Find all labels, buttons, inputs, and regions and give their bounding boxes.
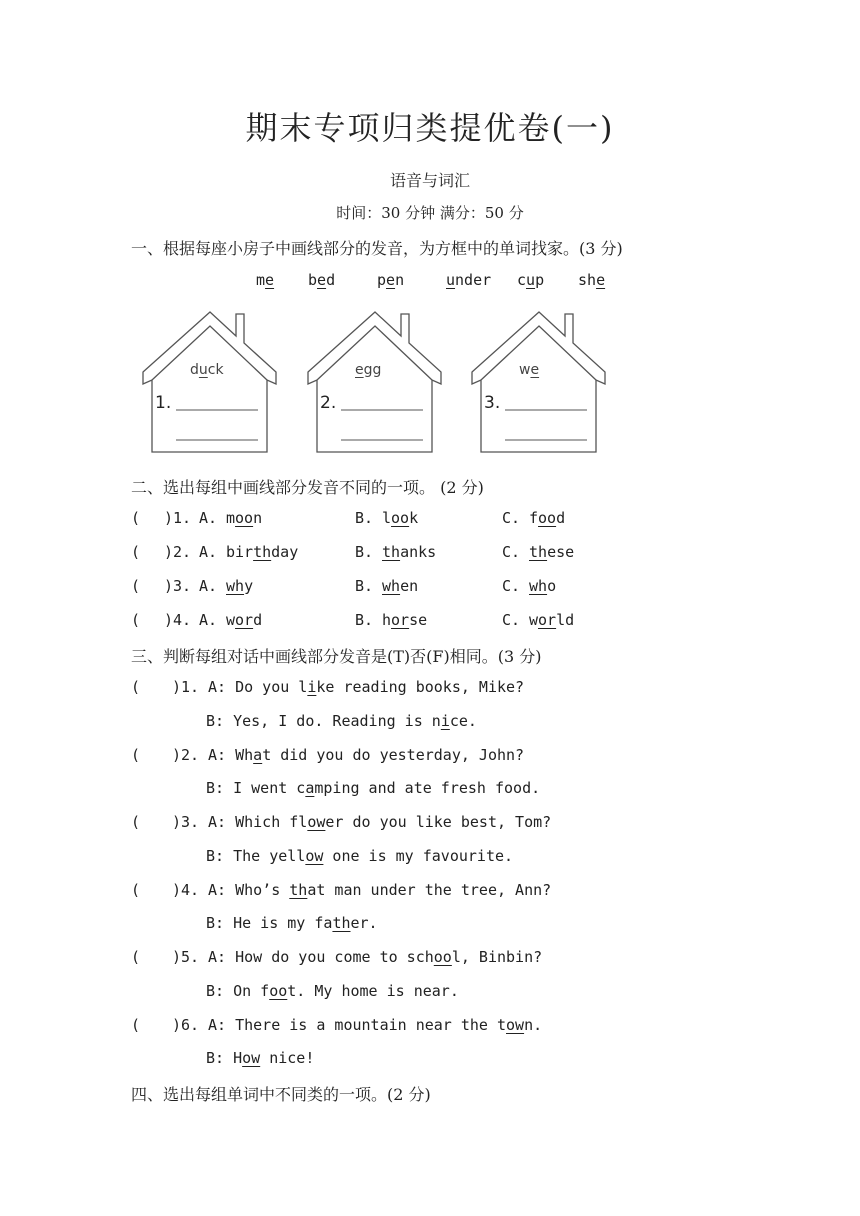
answer-paren-open: ( [131, 1015, 141, 1034]
dialogue-line-a: A: How do you come to school, Binbin? [208, 948, 543, 966]
option-word: moon [226, 509, 263, 527]
answer-paren-open: ( [131, 813, 141, 831]
section-4-heading: 四、选出每组单词中不同类的一项。(2 分) [131, 1085, 431, 1104]
page-subtitle: 语音与词汇 [389, 171, 470, 190]
underlined-sound: i [440, 711, 450, 730]
underlined-sound: wh [382, 577, 401, 595]
option-word: why [226, 577, 254, 595]
question-number: )1. [172, 678, 200, 696]
option-letter: B. [355, 509, 374, 527]
underlined-sound: e [317, 271, 327, 289]
answer-paren-open: ( [131, 678, 141, 696]
answer-paren-open: ( [131, 948, 141, 966]
underlined-sound: or [235, 611, 254, 629]
underlined-sound: th [289, 880, 308, 899]
answer-number: 1. [155, 393, 172, 413]
underlined-sound: ow [305, 846, 324, 865]
dialogue-line-b: B: I went camping and ate fresh food. [206, 779, 541, 797]
underlined-sound: e [386, 271, 396, 289]
option-word: word [226, 611, 263, 629]
section-3-heading: 三、判断每组对话中画线部分发音是(T)否(F)相同。(3 分) [131, 647, 542, 666]
option-letter: A. [199, 611, 218, 629]
answer-paren-open: ( [131, 543, 141, 561]
underlined-sound: u [198, 362, 208, 378]
option-word: when [382, 577, 419, 595]
underlined-sound: th [529, 543, 548, 561]
answer-number: 3. [484, 393, 501, 413]
answer-paren-open: ( [131, 509, 141, 527]
answer-paren-open: ( [131, 880, 141, 899]
option-word: birthday [226, 543, 299, 561]
underlined-sound: e [355, 362, 364, 378]
underlined-sound: or [538, 611, 557, 629]
option-letter: C. [502, 543, 521, 561]
underlined-sound: oo [269, 981, 288, 1000]
underlined-sound: wh [529, 577, 548, 595]
underlined-sound: ow [307, 813, 326, 831]
underlined-sound: oo [235, 509, 254, 527]
page-title: 期末专项归类提优卷(一) [245, 109, 615, 147]
option-letter: C. [502, 611, 521, 629]
option-word: world [529, 611, 575, 629]
underlined-sound: th [382, 543, 401, 561]
phonics-word: bed [308, 271, 336, 289]
phonics-word: she [578, 271, 606, 289]
underlined-sound: oo [538, 509, 557, 527]
dialogue-line-a: A: What did you do yesterday, John? [208, 745, 525, 764]
dialogue-line-b: B: On foot. My home is near. [206, 981, 459, 1000]
option-word: horse [382, 611, 428, 629]
option-letter: A. [199, 543, 218, 561]
dialogue-line-b: B: Yes, I do. Reading is nice. [206, 711, 477, 730]
underlined-sound: th [332, 914, 351, 932]
house-word: egg [355, 362, 382, 378]
underlined-sound: ow [506, 1015, 525, 1034]
option-letter: A. [199, 577, 218, 595]
underlined-sound: i [307, 678, 317, 696]
underlined-sound: oo [433, 948, 452, 966]
dialogue-line-b: B: How nice! [206, 1049, 315, 1067]
underlined-sound: e [596, 271, 606, 289]
option-letter: B. [355, 543, 374, 561]
underlined-sound: th [253, 543, 272, 561]
underlined-sound: a [253, 745, 263, 764]
option-word: look [382, 509, 419, 527]
answer-paren-open: ( [131, 745, 141, 764]
house-outline [472, 312, 605, 452]
house-drawing [469, 306, 609, 456]
option-letter: C. [502, 577, 521, 595]
answer-paren-open: ( [131, 577, 141, 595]
underlined-sound: ow [242, 1049, 261, 1067]
house-word: duck [190, 362, 224, 378]
question-number: )3. [164, 577, 192, 595]
underlined-sound: oo [391, 509, 410, 527]
underlined-sound: e [530, 362, 540, 378]
question-number: )2. [172, 745, 200, 764]
phonics-word: cup [517, 271, 545, 289]
underlined-sound: u [526, 271, 536, 289]
house-drawing [140, 306, 280, 456]
dialogue-line-b: B: He is my father. [206, 914, 378, 932]
option-letter: C. [502, 509, 521, 527]
option-word: who [529, 577, 557, 595]
house-drawing [305, 306, 445, 456]
question-number: )5. [172, 948, 200, 966]
section-2-heading: 二、选出每组中画线部分发音不同的一项。 (2 分) [131, 478, 484, 497]
option-word: thanks [382, 543, 437, 561]
question-number: )4. [164, 611, 192, 629]
question-number: )3. [172, 813, 200, 831]
dialogue-line-a: A: Do you like reading books, Mike? [208, 678, 525, 696]
answer-paren-open: ( [131, 611, 141, 629]
phonics-word: pen [377, 271, 405, 289]
house-outline [308, 312, 441, 452]
section-1-heading: 一、根据每座小房子中画线部分的发音，为方框中的单词找家。(3 分) [131, 239, 623, 258]
option-word: these [529, 543, 575, 561]
option-letter: B. [355, 611, 374, 629]
dialogue-line-b: B: The yellow one is my favourite. [206, 846, 514, 865]
underlined-sound: e [265, 271, 275, 289]
dialogue-line-a: A: There is a mountain near the town. [208, 1015, 543, 1034]
option-word: food [529, 509, 566, 527]
phonics-word: me [256, 271, 275, 289]
underlined-sound: u [446, 271, 456, 289]
exam-meta: 时间：30 分钟 满分：50 分 [336, 204, 524, 222]
answer-number: 2. [320, 393, 337, 413]
option-letter: A. [199, 509, 218, 527]
house-word: we [519, 362, 540, 378]
underlined-sound: or [391, 611, 410, 629]
underlined-sound: wh [226, 577, 245, 595]
question-number: )1. [164, 509, 192, 527]
question-number: )4. [172, 880, 200, 899]
house-outline [143, 312, 276, 452]
option-letter: B. [355, 577, 374, 595]
underlined-sound: a [305, 779, 315, 797]
question-number: )2. [164, 543, 192, 561]
phonics-word: under [446, 271, 492, 289]
question-number: )6. [172, 1015, 200, 1034]
dialogue-line-a: A: Who’s that man under the tree, Ann? [208, 880, 552, 899]
dialogue-line-a: A: Which flower do you like best, Tom? [208, 813, 552, 831]
